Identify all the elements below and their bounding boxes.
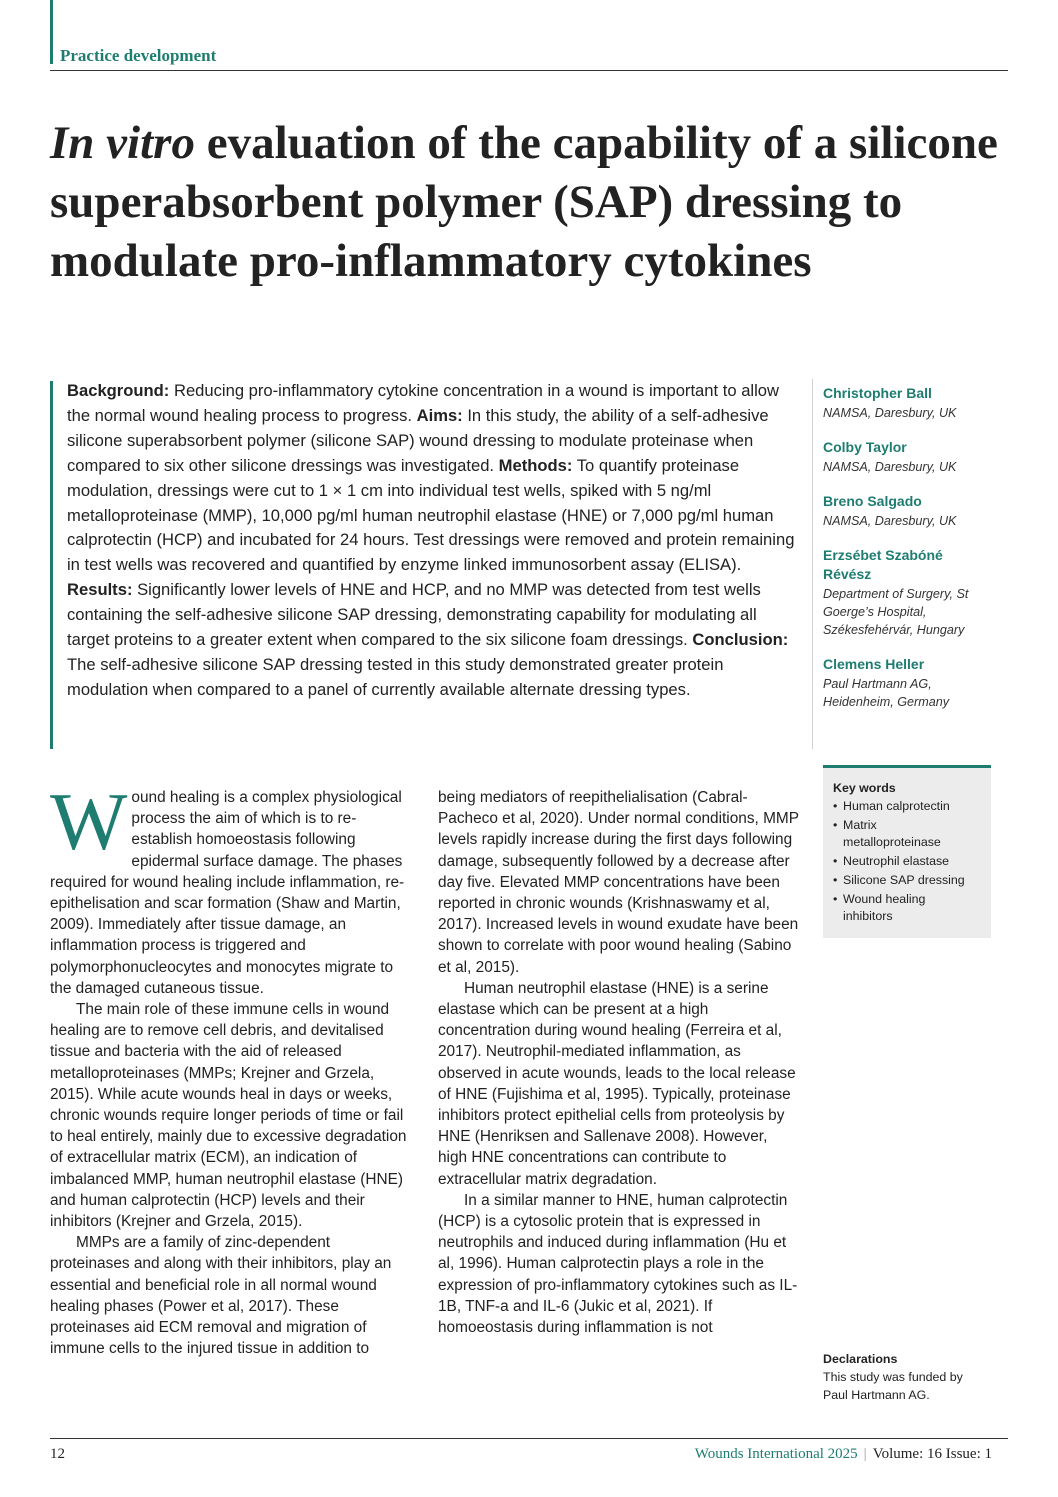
- body-paragraph: In a similar manner to HNE, human calprotectin (HCP) is a cytosolic protein that is expressed in neutrophils and induced during inflammation (Hu et al, 1996). Human calprotectin plays a role in the expression of pro-inflammatory cytokines such as IL-1B, TNF-a and IL-6 (Jukic et al, 2021). If homoeostasis during inflammation is not: [438, 1191, 798, 1337]
- abstract-aims-text: In this study, the ability of a self-adhesive silicone superabsorbent polymer (silicone SAP) wound dressing to modulate proteinase when compared to six other silicone dressings was investigated.: [67, 405, 769, 475]
- keyword-item: [833, 891, 991, 925]
- declarations: [823, 1352, 993, 1404]
- author-item: [823, 655, 1013, 711]
- body-paragraph: MMPs are a family of zinc-dependent proteinases and along with their inhibitors, play an essential and beneficial role in all normal wound healing phases (Power et al, 2017). These proteinases aid ECM removal and migration of immune cells to the injured tissue in addition to: [50, 1234, 392, 1358]
- paragraph-text: ound healing is a complex physiological process the aim of which is to re-establish homoeostasis following epidermal surface damage. The phases required for wound healing include inflammation, re-epithelisation and scar formation (Shaw and Martin, 2009). Immediately after tissue damage, an inflammation process is triggered and polymorphonucleocytes and monocytes migrate to the damaged cutaneous tissue.: [50, 789, 405, 997]
- author-name: Christopher Ball: [823, 385, 932, 401]
- abstract: [67, 379, 802, 703]
- bullet-icon: •: [833, 818, 838, 832]
- author-item: [823, 438, 1013, 476]
- abstract-conclusion-label: Conclusion:: [692, 630, 789, 650]
- footer-separator: |: [863, 1446, 867, 1462]
- bullet-icon: •: [833, 892, 838, 906]
- keyword-text: Wound healing inhibitors: [843, 892, 926, 923]
- keyword-text: Neutrophil elastase: [843, 854, 950, 868]
- keywords-box: [823, 765, 991, 938]
- journal-name: Wounds International 2025: [694, 1446, 858, 1462]
- keyword-text: Human calprotectin: [843, 799, 950, 813]
- abstract-results-text: Significantly lower levels of HNE and HCP, and no MMP was detected from test wells containing the self-adhesive silicone SAP dressing, demonstrating capability for modulating all target proteins to a greater extent when compared to the six silicone foam dressings.: [67, 580, 761, 650]
- header-rule: [50, 70, 1008, 71]
- keyword-item: [833, 798, 991, 815]
- body-paragraph: Human neutrophil elastase (HNE) is a serine elastase which can be present at a high concentration during wound healing (Ferreira et al, 2017). Neutrophil-mediated inflammation, as observed in acute wounds, leads to the local release of HNE (Fujishima et al, 1995). Typically, proteinase inhibitors protect epithelial cells from proteolysis by HNE (Henriksen and Sallenave 2008). However, high HNE concentrations can contribute to extracellular matrix degradation.: [438, 979, 796, 1188]
- header-accent-bar: [50, 0, 53, 64]
- body-paragraph: [50, 776, 412, 999]
- page-number: 12: [50, 1446, 65, 1462]
- author-name: Colby Taylor: [823, 439, 907, 455]
- drop-cap: W: [50, 776, 128, 867]
- author-affiliation: NAMSA, Daresbury, UK: [823, 514, 957, 528]
- keyword-item: [833, 817, 991, 851]
- keyword-text: Matrix metalloproteinase: [843, 818, 941, 849]
- author-name: Clemens Heller: [823, 656, 925, 672]
- abstract-accent-bar: [50, 381, 53, 749]
- body-paragraph: The main role of these immune cells in wound healing are to remove cell debris, and devitalised tissue and bacteria with the aid of released metalloproteinases (MMPs; Krejner and Grzela, 2015). While acute wounds heal in days or weeks, chronic wounds require longer periods of time or fail to heal entirely, mainly due to excessive degradation of extracellular matrix (ECM), an indication of imbalanced MMP, human neutrophil elastase (HNE) and human calprotectin (HCP) levels and their inhibitors (Krejner and Grzela, 2015).: [50, 1001, 407, 1231]
- keyword-item: [833, 872, 991, 889]
- authors-divider: [812, 379, 813, 749]
- title-rest: evaluation of the capability of a silicone superabsorbent polymer (SAP) dressing to modulate pro-inflammatory cytokines: [50, 117, 998, 287]
- footer-rule: [50, 1438, 1008, 1439]
- author-item: [823, 384, 1013, 422]
- body-column-1: [50, 776, 412, 1359]
- declarations-title: Declarations: [823, 1352, 898, 1366]
- bullet-icon: •: [833, 799, 838, 813]
- bullet-icon: •: [833, 873, 838, 887]
- abstract-methods-text: To quantify proteinase modulation, dressings were cut to 1 × 1 cm into individual test wells, spiked with 5 ng/ml metalloproteinase (MMP), 10,000 pg/ml human neutrophil elastase (HNE) or 7,000 pg/ml human calprotectin (HCP) and incubated for 24 hours. Test dressings were removed and protein remaining in test wells was recovered and quantified by enzyme linked immunosorbent assay (ELISA).: [67, 455, 795, 575]
- keywords-title: Key words: [833, 781, 896, 795]
- title-italic: In vitro: [50, 117, 195, 169]
- abstract-methods-label: Methods:: [498, 455, 573, 475]
- author-list: [823, 384, 1013, 727]
- abstract-aims-label: Aims:: [416, 405, 463, 425]
- abstract-background-text: Reducing pro-inflammatory cytokine concentration in a wound is important to allow the normal wound healing process to progress.: [67, 381, 780, 425]
- bullet-icon: •: [833, 854, 838, 868]
- article-title: [50, 114, 1010, 291]
- author-item: [823, 492, 1013, 530]
- keyword-text: Silicone SAP dressing: [843, 873, 965, 887]
- section-label: Practice development: [60, 46, 217, 65]
- author-affiliation: NAMSA, Daresbury, UK: [823, 406, 957, 420]
- abstract-background-label: Background:: [67, 381, 170, 400]
- keywords-list: [823, 798, 991, 925]
- keyword-item: [833, 853, 991, 870]
- declarations-text: This study was funded by Paul Hartmann AG.: [823, 1370, 963, 1402]
- footer-citation: [695, 1446, 992, 1463]
- body-column-2: [438, 787, 800, 1338]
- author-affiliation: Paul Hartmann AG, Heidenheim, Germany: [823, 677, 949, 709]
- author-affiliation: NAMSA, Daresbury, UK: [823, 460, 957, 474]
- author-affiliation: Department of Surgery, St Goerge’s Hospital, Székesfehérvár, Hungary: [823, 587, 969, 637]
- author-name: Breno Salgado: [823, 493, 922, 509]
- volume-issue: Volume: 16 Issue: 1: [872, 1446, 992, 1462]
- author-item: [823, 546, 1013, 639]
- abstract-results-label: Results:: [67, 580, 133, 600]
- body-paragraph: being mediators of reepithelialisation (Cabral-Pacheco et al, 2020). Under normal conditions, MMP levels rapidly increase during the first days following damage, subsequently followed by a decrease after day five. Elevated MMP concentrations have been reported in chronic wounds (Krishnaswamy et al, 2017). Increased levels in wound exudate have been shown to correlate with poor wound healing (Sabino et al, 2015).: [438, 789, 799, 976]
- author-name: Erzsébet Szabóné Révész: [823, 547, 943, 582]
- abstract-conclusion-text: The self-adhesive silicone SAP dressing tested in this study demonstrated greater protein modulation when compared to a panel of currently available alternate dressing types.: [67, 654, 724, 699]
